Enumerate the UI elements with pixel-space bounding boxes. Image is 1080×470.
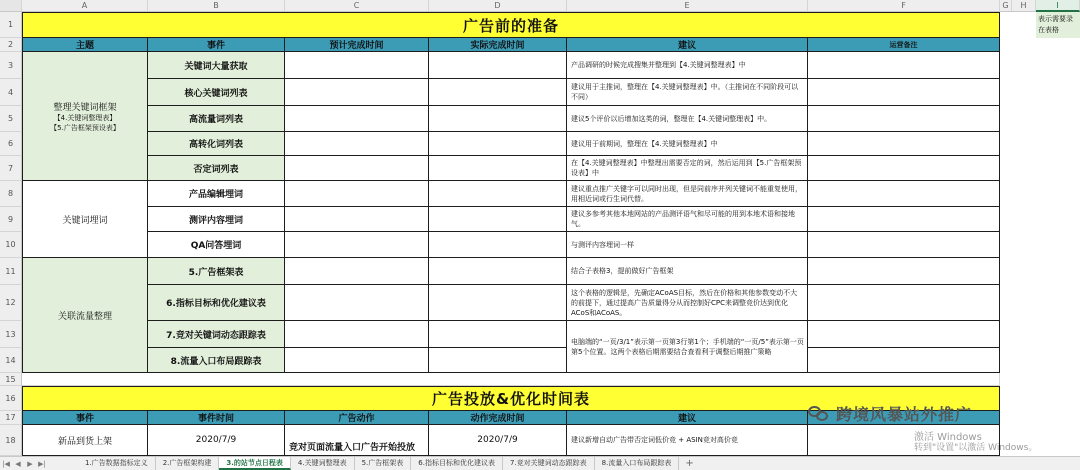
prev-sheet-icon[interactable]: ◀ — [15, 459, 21, 468]
advice-cell[interactable]: 建议多参考其他本地网站的产品测评语气和尽可能的用到本地术语和接地气。 — [567, 207, 808, 232]
wechat-icon — [808, 404, 830, 424]
actual-time-cell[interactable] — [429, 285, 567, 321]
first-sheet-icon[interactable]: |◀ — [2, 459, 10, 468]
select-all-corner[interactable] — [0, 0, 22, 12]
activate-windows-notice — [914, 432, 1037, 454]
column-header-h[interactable]: H — [1012, 0, 1036, 12]
row-header[interactable]: 8 — [0, 181, 22, 207]
row-header[interactable]: 18 — [0, 425, 22, 456]
advice-cell[interactable]: 建议重点推广关键字可以同时出现，但是同前序并列关键词不能重复使用，用相近词或行生词代替。 — [567, 181, 808, 207]
advice-cell[interactable]: 建议5个评价以后增加这类的词，整理在【4.关键词整理表】中。 — [567, 106, 808, 132]
advice-cell[interactable]: 与测评内容埋词一样 — [567, 232, 808, 258]
expected-time-cell[interactable] — [285, 181, 429, 207]
event-time-cell[interactable]: 2020/7/9 — [148, 425, 285, 456]
advice-cell-2[interactable]: 建议新增自动广告带否定词低价竞 + ASIN竞对高价竞 — [567, 425, 808, 456]
header-actual-time[interactable]: 实际完成时间 — [429, 38, 567, 52]
ops-notes-cell[interactable] — [808, 285, 1000, 321]
sheet-tab[interactable]: 6.指标目标和优化建议表 — [411, 457, 503, 470]
add-sheet-icon[interactable]: + — [685, 458, 694, 469]
actual-time-cell[interactable] — [429, 106, 567, 132]
sheet-tab[interactable]: 4.关键词整理表 — [291, 457, 355, 470]
column-header-c[interactable]: C — [285, 0, 429, 12]
ops-notes-cell[interactable] — [808, 232, 1000, 258]
sheet-tab-active[interactable]: 3.的站节点日程表 — [219, 457, 291, 470]
event-cell[interactable]: 5.广告框架表 — [148, 258, 285, 285]
column-header-f[interactable]: F — [808, 0, 1000, 12]
expected-time-cell[interactable] — [285, 207, 429, 232]
row-header[interactable]: 4 — [0, 79, 22, 106]
activate-line-2: 转到"设置"以激活 Windows。 — [914, 443, 1038, 453]
row-header[interactable]: 7 — [0, 156, 22, 181]
row-header[interactable]: 3 — [0, 52, 22, 79]
ad-action-cell[interactable]: 竞对页面流量入口广告开始投放 — [285, 425, 429, 456]
header-action-time[interactable]: 动作完成时间 — [429, 411, 567, 425]
expected-time-cell[interactable] — [285, 285, 429, 321]
actual-time-cell[interactable] — [429, 156, 567, 181]
header-advice-2[interactable]: 建议 — [567, 411, 808, 425]
watermark — [808, 402, 972, 425]
ops-notes-cell[interactable] — [808, 348, 1000, 373]
watermark-text: 跨境风暴站外推广 — [836, 405, 973, 424]
next-sheet-icon[interactable]: ▶ — [27, 459, 33, 468]
actual-time-cell[interactable] — [429, 181, 567, 207]
header-event-time[interactable]: 事件时间 — [148, 411, 285, 425]
event-cell[interactable]: 6.指标目标和优化建议表 — [148, 285, 285, 321]
side-note-cell[interactable]: 表示需要录在表格 — [1036, 12, 1080, 38]
topic-line: 关键词埋词 — [62, 215, 108, 226]
column-header-b[interactable]: B — [148, 0, 285, 12]
advice-cell[interactable]: 在【4.关键词整理表】中整理出需要否定的词，然后运用到【5.广告框架预设表】中 — [567, 156, 808, 181]
event-cell[interactable]: 核心关键词列表 — [148, 79, 285, 106]
actual-time-cell[interactable] — [429, 321, 567, 348]
header-expected-time[interactable]: 预计完成时间 — [285, 38, 429, 52]
row-header[interactable]: 9 — [0, 207, 22, 232]
advice-cell[interactable]: 电脑端的“一页/3/1”表示第一页第3行第1个；手机端的“一页/5”表示第一页第5个位置。这两个表格后期需要结合查看利于调整后期推广策略 — [567, 321, 808, 373]
row-header[interactable]: 16 — [0, 386, 22, 411]
row-header[interactable]: 15 — [0, 373, 22, 386]
ops-notes-cell[interactable] — [808, 52, 1000, 79]
ops-notes-cell[interactable] — [808, 132, 1000, 156]
expected-time-cell[interactable] — [285, 79, 429, 106]
advice-cell[interactable]: 这个表格的逻辑是，先确定ACoAS目标，然后在价格和其他参数变动不大的前提下，通过提高广告质量得分从而控制好CPC来调整竞价达到优化ACoS和ACoAS。 — [567, 285, 808, 321]
row-header[interactable]: 2 — [0, 38, 22, 52]
actual-time-cell[interactable] — [429, 132, 567, 156]
column-header-d[interactable]: D — [429, 0, 567, 12]
ops-notes-cell[interactable] — [808, 181, 1000, 207]
row-header[interactable]: 10 — [0, 232, 22, 258]
event-cell[interactable]: 8.流量入口布局跟踪表 — [148, 348, 285, 373]
ops-notes-cell[interactable] — [808, 156, 1000, 181]
sheet-tab[interactable]: 2.广告框架构建 — [156, 457, 220, 470]
row-header[interactable]: 13 — [0, 321, 22, 348]
row-header[interactable]: 6 — [0, 132, 22, 156]
actual-time-cell[interactable] — [429, 348, 567, 373]
event-cell[interactable]: 高流量词列表 — [148, 106, 285, 132]
activate-line-1: 激活 Windows — [914, 432, 982, 443]
topic-keyword-embedding[interactable] — [22, 181, 148, 258]
action-time-cell[interactable]: 2020/7/9 — [429, 425, 567, 456]
expected-time-cell[interactable] — [285, 52, 429, 79]
header-ops-notes[interactable]: 运营备注 — [808, 38, 1000, 52]
ops-notes-cell[interactable] — [808, 258, 1000, 285]
topic-line: 关联流量整理 — [57, 311, 112, 322]
expected-time-cell[interactable] — [285, 106, 429, 132]
advice-cell[interactable]: 结合子表格3，提前做好广告框架 — [567, 258, 808, 285]
row-header[interactable]: 12 — [0, 285, 22, 321]
topic-line: 【5.广告框架预设表】 — [50, 123, 120, 132]
column-header-a[interactable]: A — [22, 0, 148, 12]
row-header[interactable]: 14 — [0, 348, 22, 373]
topic-line: 【4.关键词整理表】 — [53, 113, 117, 122]
header-event[interactable]: 事件 — [148, 38, 285, 52]
event-cell[interactable]: 测评内容埋词 — [148, 207, 285, 232]
expected-time-cell[interactable] — [285, 156, 429, 181]
header-ad-action[interactable]: 广告动作 — [285, 411, 429, 425]
event-cell[interactable]: 关键词大量获取 — [148, 52, 285, 79]
expected-time-cell[interactable] — [285, 232, 429, 258]
header-event-2[interactable]: 事件 — [22, 411, 148, 425]
topic-line: 整理关键词框架 — [53, 102, 117, 113]
section-title-2[interactable]: 广告投放&优化时间表 — [22, 386, 1000, 411]
expected-time-cell[interactable] — [285, 321, 429, 348]
expected-time-cell[interactable] — [285, 258, 429, 285]
sheet-tab[interactable]: 7.竞对关键词动态跟踪表 — [503, 457, 595, 470]
ops-notes-cell[interactable] — [808, 79, 1000, 106]
actual-time-cell[interactable] — [429, 207, 567, 232]
topic-related-traffic[interactable] — [22, 258, 148, 373]
section-title[interactable]: 广告前的准备 — [22, 12, 1000, 38]
advice-cell[interactable]: 产品调研的时候完成搜集并整理到【4.关键词整理表】中 — [567, 52, 808, 79]
ops-notes-cell[interactable] — [808, 321, 1000, 348]
sheet-tab[interactable]: 8.流量入口布局跟踪表 — [595, 457, 680, 470]
topic-keyword-framework[interactable] — [22, 52, 148, 181]
actual-time-cell[interactable] — [429, 258, 567, 285]
sheet-tab[interactable]: 5.广告框架表 — [355, 457, 412, 470]
row-header[interactable]: 17 — [0, 411, 22, 425]
expected-time-cell[interactable] — [285, 348, 429, 373]
row-header[interactable]: 11 — [0, 258, 22, 285]
ops-notes-cell[interactable] — [808, 106, 1000, 132]
event-cell[interactable]: 否定词列表 — [148, 156, 285, 181]
column-header-g[interactable]: G — [1000, 0, 1012, 12]
event-cell[interactable]: 产品编辑埋词 — [148, 181, 285, 207]
advice-cell[interactable]: 建议用于前期词，整理在【4.关键词整理表】中 — [567, 132, 808, 156]
event-cell[interactable]: 高转化词列表 — [148, 132, 285, 156]
sheet-tab[interactable]: 1.广告数据指标定义 — [78, 457, 156, 470]
event-cell[interactable]: QA问答埋词 — [148, 232, 285, 258]
advice-cell[interactable]: 建议用于主推词，整理在【4.关键词整理表】中。（主推词在不同阶段可以不同） — [567, 79, 808, 106]
expected-time-cell[interactable] — [285, 132, 429, 156]
ops-notes-cell[interactable] — [808, 207, 1000, 232]
row-header[interactable]: 5 — [0, 106, 22, 132]
actual-time-cell[interactable] — [429, 79, 567, 106]
header-advice[interactable]: 建议 — [567, 38, 808, 52]
sheet-tab-bar — [0, 456, 1080, 470]
blank-row[interactable] — [22, 373, 1000, 386]
last-sheet-icon[interactable]: ▶| — [38, 459, 46, 468]
column-header-e[interactable]: E — [567, 0, 808, 12]
header-topic[interactable]: 主题 — [22, 38, 148, 52]
actual-time-cell[interactable] — [429, 52, 567, 79]
row-header[interactable]: 1 — [0, 12, 22, 38]
event-cell-2[interactable]: 新品到货上架 — [22, 425, 148, 456]
column-header-i[interactable]: I — [1036, 0, 1080, 12]
event-cell[interactable]: 7.竞对关键词动态跟踪表 — [148, 321, 285, 348]
actual-time-cell[interactable] — [429, 232, 567, 258]
